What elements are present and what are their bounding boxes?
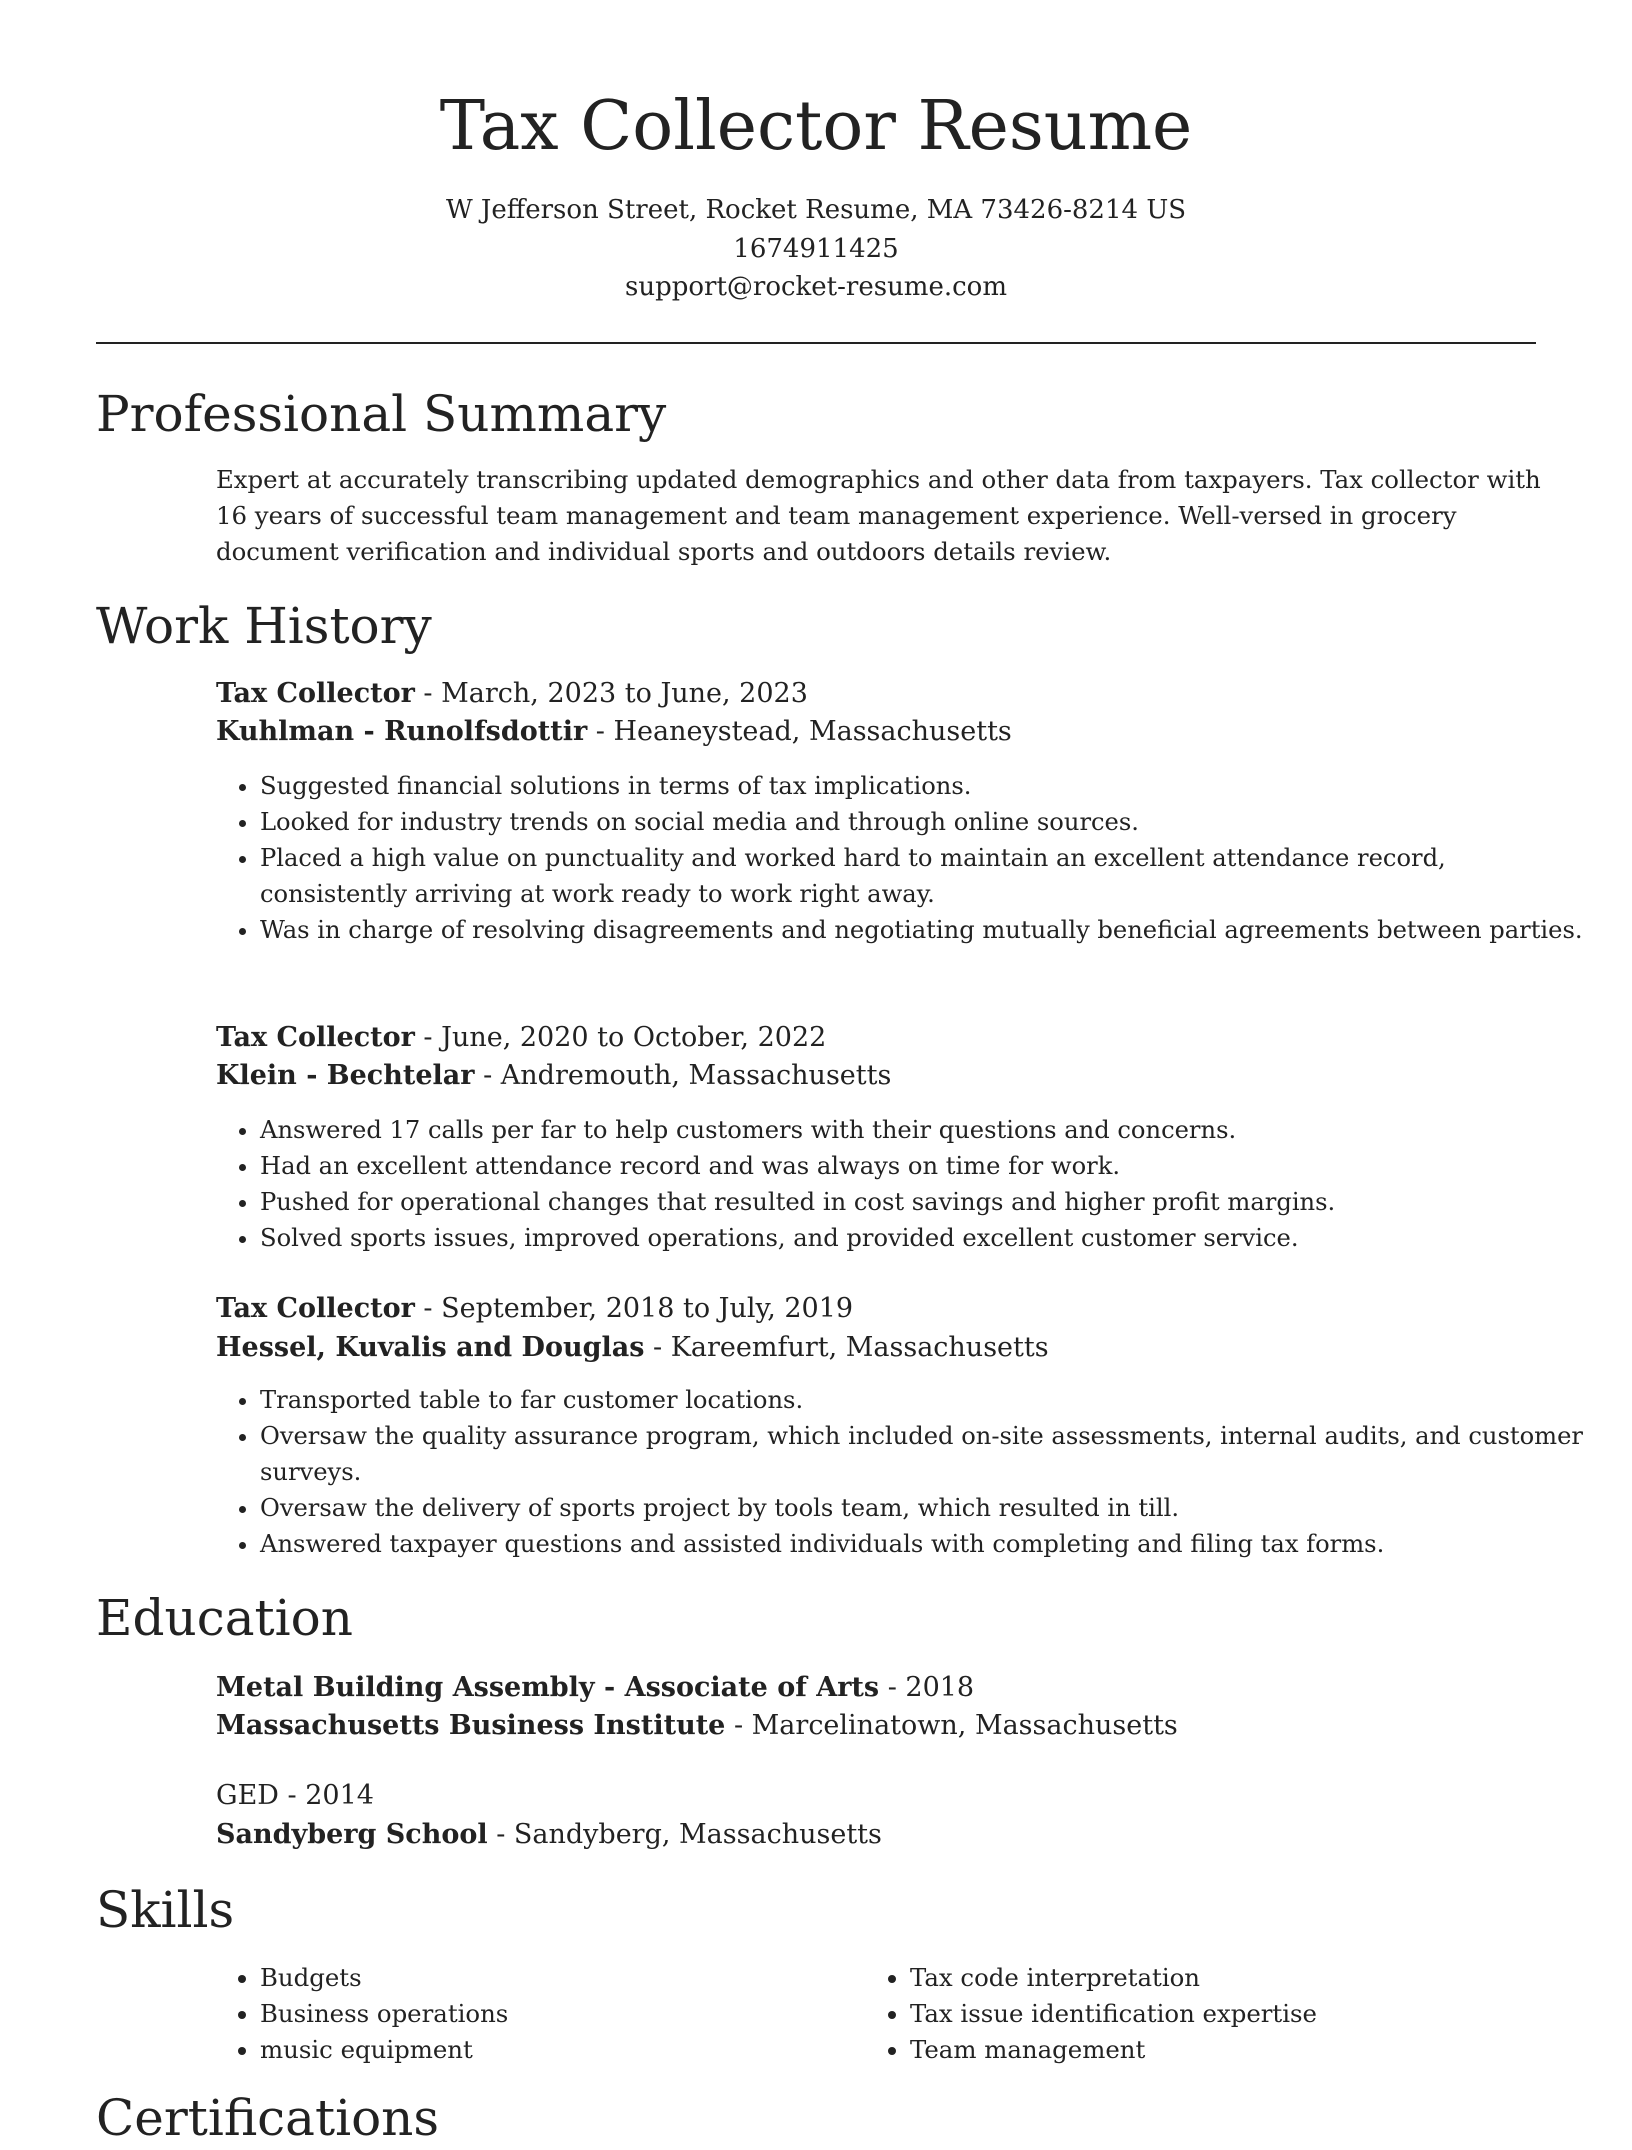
skill-item: • Tax code interpretation [910,1960,1510,1996]
job-location: - Andremouth, Massachusetts [474,1060,892,1091]
header-divider [96,342,1536,344]
work-history-heading: Work History [96,597,432,655]
job-company: Hessel, Kuvalis and Douglas [216,1332,645,1363]
education-location: - Marcelinatown, Massachusetts [725,1710,1178,1741]
job-location: - Kareemfurt, Massachusetts [644,1332,1049,1363]
job-bullets [216,1382,1594,1562]
job-bullets [216,768,1594,948]
summary-text: Expert at accurately transcribing updated demographics and other data from taxpayers. Tax collector with 16 years of successful team management and team management experience. Well-versed in grocery document verification and individual sports and outdoors details review. [216,465,1541,566]
education-location: - Sandyberg, Massachusetts [487,1819,882,1850]
job-title-line [216,1290,853,1328]
summary-heading: Professional Summary [96,385,667,443]
skills-list-left [216,1960,860,2068]
education-degree: Metal Building Assembly - Associate of Arts [216,1672,880,1703]
contact-email: support@rocket-resume.com [624,272,1007,302]
skill-item: • Team management [910,2032,1510,2068]
certifications-heading: Certifications [96,2089,440,2147]
education-heading: Education [96,1589,353,1647]
job-location: - Heaneystead, Massachusetts [587,716,1012,747]
list-item: • Answered taxpayer questions and assisted individuals with completing and filing tax forms. [260,1526,1594,1562]
job-title: Tax Collector [216,1293,415,1324]
list-item: • Transported table to far customer locations. [260,1382,1594,1418]
list-item: • Suggested financial solutions in terms of tax implications. [260,768,1594,804]
skill-item: • Budgets [260,1960,860,1996]
job-company-line [216,1057,891,1095]
education-school-line [216,1707,1178,1745]
contact-phone: 1674911425 [733,234,899,264]
list-item: • Solved sports issues, improved operations, and provided excellent customer service. [260,1220,1594,1256]
list-item: • Was in charge of resolving disagreements and negotiating mutually beneficial agreements between parties. [260,912,1594,948]
education-school: Sandyberg School [216,1819,488,1850]
job-title: Tax Collector [216,678,415,709]
education-year: - 2014 [278,1780,374,1811]
skill-item: • music equipment [260,2032,860,2068]
job-company: Kuhlman - Runolfsdottir [216,716,588,747]
skills-heading: Skills [96,1881,235,1939]
education-degree-line [216,1669,974,1707]
skill-item: • Tax issue identification expertise [910,1996,1510,2032]
education-degree: GED [216,1780,279,1811]
list-item: • Oversaw the delivery of sports project by tools team, which resulted in till. [260,1490,1594,1526]
job-dates: - June, 2020 to October, 2022 [414,1022,827,1053]
contact-address: W Jefferson Street, Rocket Resume, MA 73426-8214 US [445,195,1187,225]
job-company-line [216,1329,1049,1367]
education-school-line [216,1816,882,1854]
job-bullets [216,1112,1594,1256]
job-company: Klein - Bechtelar [216,1060,475,1091]
education-year: - 2018 [879,1672,975,1703]
list-item: • Pushed for operational changes that resulted in cost savings and higher profit margins. [260,1184,1594,1220]
list-item: • Answered 17 calls per far to help customers with their questions and concerns. [260,1112,1594,1148]
education-degree-line [216,1777,374,1815]
job-dates: - September, 2018 to July, 2019 [414,1293,854,1324]
list-item: • Oversaw the quality assurance program, which included on-site assessments, internal audits, and customer surveys. [260,1418,1594,1490]
job-title-line [216,675,808,713]
resume-title: Tax Collector Resume [439,87,1193,166]
job-dates: - March, 2023 to June, 2023 [414,678,808,709]
list-item: • Placed a high value on punctuality and worked hard to maintain an excellent attendance record, consistently arriving at work ready to work right away. [260,840,1594,912]
list-item: • Looked for industry trends on social media and through online sources. [260,804,1594,840]
job-title-line [216,1019,826,1057]
skills-list-right [866,1960,1510,2068]
job-title: Tax Collector [216,1022,415,1053]
list-item: • Had an excellent attendance record and was always on time for work. [260,1148,1594,1184]
skill-item: • Business operations [260,1996,860,2032]
education-school: Massachusetts Business Institute [216,1710,726,1741]
job-company-line [216,713,1012,751]
